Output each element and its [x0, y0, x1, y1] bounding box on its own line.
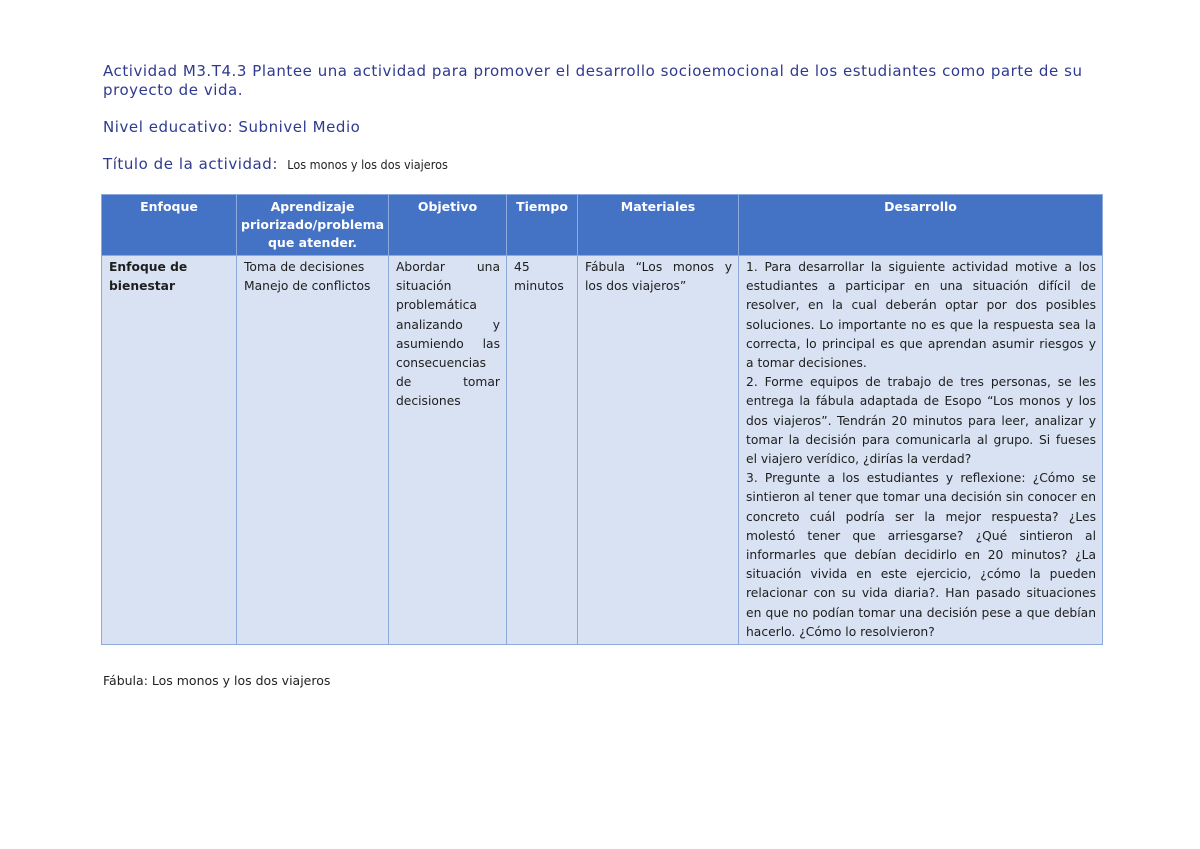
desarrollo-step: 1. Para desarrollar la siguiente actividad motive a los estudiantes a participar en una situación difícil de resolver, en la cual deberán optar por dos posibles soluciones. Lo importante no es que la respuesta sea la correcta, lo principal es que aprendan asumir riesgos y a tomar decisiones.: [746, 260, 1096, 371]
cell-materiales: Fábula “Los monos y los dos viajeros”: [578, 256, 739, 645]
aprendizaje-item: Toma de decisiones: [244, 260, 365, 274]
column-header-objetivo: Objetivo: [389, 195, 507, 256]
page-title: Actividad M3.T4.3 Plantee una actividad para promover el desarrollo socioemocional de los estudiantes como parte de su proyecto de vida.: [103, 62, 1083, 99]
activity-title: [103, 155, 1103, 174]
fable-label: Fábula: Los monos y los dos viajeros: [103, 673, 331, 688]
table-row: [102, 256, 1103, 645]
cell-aprendizaje: [237, 256, 389, 645]
desarrollo-step: 3. Pregunte a los estudiantes y reflexione: ¿Cómo se sintieron al tener que tomar una decisión sin conocer en concreto cuál podría ser la mejor respuesta? ¿Les molestó tener que arriesgarse? ¿Qué sintieron al informarles que debían decidirlo en 20 minutos? ¿La situación vivida en este ejercicio, ¿cómo la pueden relacionar con su vida diaria?. Han pasado situaciones en que no podían tomar una decisión pese a que debían hacerlo. ¿Cómo lo resolvieron?: [746, 471, 1096, 639]
cell-objetivo: Abordar una situación problemática analizando y asumiendo las consecuencias de tomar decisiones: [389, 256, 507, 645]
cell-tiempo: 45 minutos: [507, 256, 578, 645]
activity-title-value: Los monos y los dos viajeros: [287, 157, 448, 172]
column-header-aprendizaje: Aprendizaje priorizado/problema que atender.: [237, 195, 389, 256]
column-header-materiales: Materiales: [578, 195, 739, 256]
table-header-row: [102, 195, 1103, 256]
aprendizaje-item: Manejo de conflictos: [244, 279, 371, 294]
cell-enfoque: Enfoque de bienestar: [102, 256, 237, 645]
column-header-enfoque: Enfoque: [102, 195, 237, 256]
activity-table: [101, 194, 1103, 645]
desarrollo-step: 2. Forme equipos de trabajo de tres personas, se les entrega la fábula adaptada de Esopo “Los monos y los dos viajeros”. Tendrán 20 minutos para leer, analizar y tomar la decisión para comunicarla al grupo. Si fueses el viajero verídico, ¿dirías la verdad?: [746, 375, 1096, 467]
activity-title-label: Título de la actividad:: [103, 155, 278, 173]
cell-desarrollo: [739, 256, 1103, 645]
column-header-desarrollo: Desarrollo: [739, 195, 1103, 256]
education-level: Nivel educativo: Subnivel Medio: [103, 118, 361, 136]
column-header-tiempo: Tiempo: [507, 195, 578, 256]
